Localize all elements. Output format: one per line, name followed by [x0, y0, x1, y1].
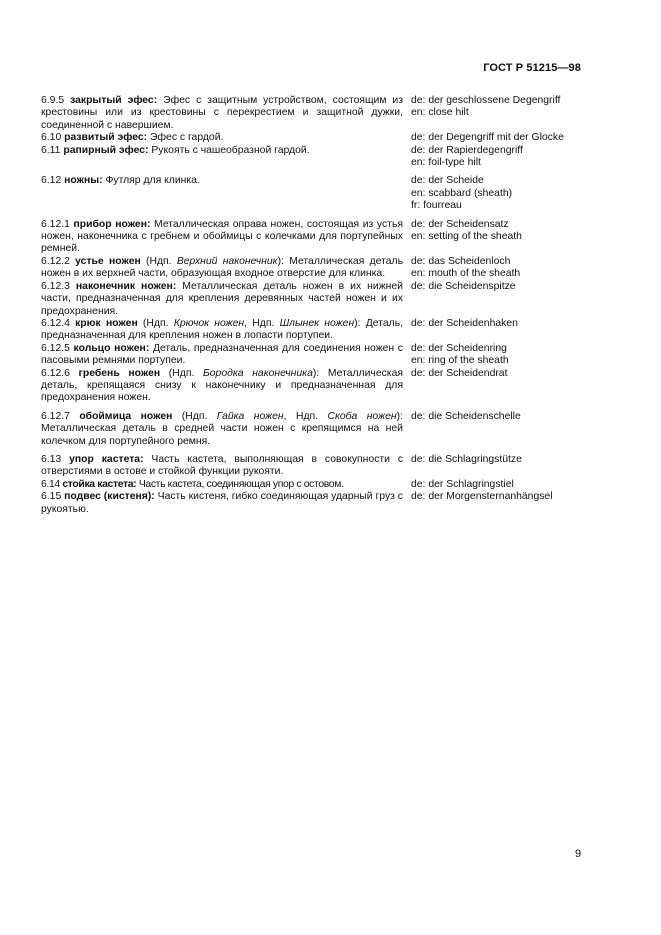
translations: [408, 411, 591, 448]
term-entry-6-12: [41, 175, 591, 212]
term-definition: Часть кистеня, гибко соединяющая ударный груз с рукоятью.: [41, 491, 404, 515]
term-number: 6.12.3: [41, 280, 70, 292]
term-entry-6-12-1: [41, 219, 591, 256]
translations: [408, 318, 591, 343]
term-number: 6.11: [41, 144, 61, 156]
translations: [408, 132, 591, 144]
translations: [408, 368, 591, 405]
translation-de: de: der Scheidenhaken: [411, 317, 518, 329]
deprecated-synonym: Верхний наконечник: [176, 255, 278, 267]
translation-en: en: foil-type hilt: [411, 157, 481, 169]
term-title: устье ножен: [75, 255, 141, 267]
translation-de: de: der Scheidendrat: [411, 367, 508, 379]
term-number: 6.12.4: [41, 317, 70, 329]
term-number: 6.12.1: [41, 218, 70, 230]
term-entry-6-12-4: 6.12.4 крюк ножен (Ндп. Крючок ножен, Ндп. Шлынек ножен): Деталь, предназначенная для крепления ножен в лопасти портупеи. de: der Scheidenhaken: [41, 318, 591, 343]
term-definition: Часть кастета, соединяющая упор с остовом.: [136, 478, 344, 490]
term-entry-6-11: [41, 145, 591, 170]
translation-en: en: scabbard (sheath): [411, 187, 513, 199]
term-number: 6.12.7: [41, 410, 70, 422]
term-title: развитый эфес:: [64, 132, 148, 144]
translation-fr: fr: fourreau: [411, 200, 462, 212]
term-definition: ): Деталь, предназначенная для крепления ножен в лопасти портупеи.: [41, 317, 403, 342]
deprecated-synonym: Бородка наконечника: [203, 367, 313, 379]
document-code: ГОСТ Р 51215—98: [483, 62, 581, 74]
terms-list: [41, 95, 591, 516]
translations: [408, 491, 591, 516]
term-title: ножны:: [64, 175, 103, 187]
translation-en: en: ring of the sheath: [411, 355, 509, 367]
term-definition: Металлическая деталь ножен в их нижней части, предназначенная для крепления деревянных частей ножен и их предохранения.: [41, 280, 403, 317]
term-number: 6.12.2: [41, 255, 70, 267]
term-title: подвес (кистеня):: [64, 491, 155, 503]
term-entry-6-9-5: [41, 95, 591, 132]
term-title: гребень ножен: [78, 367, 161, 379]
translation-en: en: mouth of the sheath: [411, 268, 521, 280]
term-entry-6-12-7: 6.12.7 обоймица ножен (Ндп. Гайка ножен, Ндп. Скоба ножен): Металлическая деталь в средней части ножен с крепящимся на ней колечком для портупейного ремня. de: die Scheidenschelle: [41, 411, 591, 448]
term-entry-6-13: [41, 454, 591, 479]
deprecated-synonym: Крючок ножен: [173, 317, 245, 329]
translations: [408, 343, 591, 368]
term-number: 6.14: [41, 478, 60, 490]
term-definition: Эфес с защитным устройством, состоящим из крестовины или из крестовины с перекрестием и защитной дужки, соединенной с навершием.: [41, 95, 403, 131]
deprecated-synonym: Скоба ножен: [327, 410, 397, 422]
term-number: 6.10: [41, 132, 62, 144]
term-entry-6-15: [41, 491, 591, 516]
term-title: рапирный эфес:: [63, 144, 149, 156]
translation-de: de: die Scheidenschelle: [411, 410, 521, 422]
translation-de: de: der Rapierdegengriff: [411, 144, 523, 156]
term-entry-6-12-6: 6.12.6 гребень ножен (Ндп. Бородка наконечника): Металлическая деталь, крепящаяся снизу к наконечнику и предназначенная для предохранения ножен. de: der Scheidendrat: [41, 368, 591, 405]
term-definition: ): Металлическая деталь, крепящаяся снизу к наконечнику и предназначенная для предохранения ножен.: [41, 367, 403, 404]
term-number: 6.12: [41, 175, 62, 187]
term-definition: Металлическая оправа ножен, состоящая из устья ножен, наконечника с гребнем и обоймицы с колечками для портупейных ремней.: [41, 218, 403, 255]
translations: [408, 175, 591, 212]
term-title: стойка кастета:: [62, 478, 137, 490]
term-number: 6.9.5: [41, 95, 65, 106]
term-title: обоймица ножен: [79, 410, 173, 422]
translation-en: en: setting of the sheath: [411, 231, 522, 243]
translation-de: de: der Scheidenring: [411, 342, 507, 354]
term-entry-6-12-5: [41, 343, 591, 368]
term-entry-6-14: [41, 479, 591, 491]
translations: [408, 281, 591, 318]
term-definition: Футляр для клинка.: [102, 175, 200, 187]
translations: [408, 219, 591, 256]
term-number: 6.15: [41, 491, 62, 503]
term-number: 6.12.6: [41, 367, 70, 379]
translations: [408, 479, 591, 491]
translation-de: de: der Degengriff mit der Glocke: [411, 132, 564, 144]
translation-en: en: close hilt: [411, 107, 469, 119]
translation-de: de: das Scheidenloch: [411, 255, 511, 267]
term-title: крюк ножен: [75, 317, 138, 329]
translations: [408, 95, 591, 132]
term-title: упор кастета:: [69, 453, 144, 465]
translation-de: de: der Scheide: [411, 175, 484, 187]
term-entry-6-10: [41, 132, 591, 144]
translation-de: de: der Schlagringstiel: [411, 478, 514, 490]
term-number: 6.13: [41, 453, 62, 465]
deprecated-synonym: Гайка ножен: [216, 410, 284, 422]
translations: [408, 256, 591, 281]
term-definition: ): Металлическая деталь в средней части ножен с крепящимся на ней колечком для портупейного ремня.: [41, 410, 403, 447]
translation-de: de: der Morgensternanhängsel: [411, 491, 553, 503]
term-title: наконечник ножен:: [75, 280, 177, 292]
translation-de: de: die Scheidenspitze: [411, 280, 516, 292]
term-title: кольцо ножен:: [73, 342, 150, 354]
term-title: прибор ножен:: [73, 218, 151, 230]
term-title: закрытый эфес:: [70, 95, 158, 106]
page-number: 9: [575, 848, 582, 860]
term-definition: Деталь, предназначенная для соединения ножен с пасовыми ремнями портупеи.: [41, 342, 404, 367]
translation-de: de: der Scheidensatz: [411, 218, 509, 230]
translations: [408, 145, 591, 170]
term-entry-6-12-3: [41, 281, 591, 318]
term-definition: Эфес с гардой.: [147, 132, 224, 144]
translation-de: de: der geschlossene Degengriff: [411, 95, 561, 106]
term-definition: ): Металлическая деталь ножен в их верхней части, образующая входное отверстие для клинка.: [41, 255, 403, 280]
deprecated-synonym: Шлынек ножен: [279, 317, 355, 329]
term-definition: Рукоять с чашеобразной гардой.: [148, 144, 310, 156]
term-number: 6.12.5: [41, 342, 70, 354]
translations: [408, 454, 591, 479]
translation-de: de: die Schlagringstütze: [411, 453, 522, 465]
term-entry-6-12-2: 6.12.2 устье ножен (Ндп. Верхний наконечник): Металлическая деталь ножен в их верхней части, образующая входное отверстие для клинка. de: das Scheidenloch en: mouth of the sheath: [41, 256, 591, 281]
term-definition: Часть кастета, выполняющая в совокупности с отверстиями в остове и стойкой функции рукояти.: [41, 453, 404, 478]
